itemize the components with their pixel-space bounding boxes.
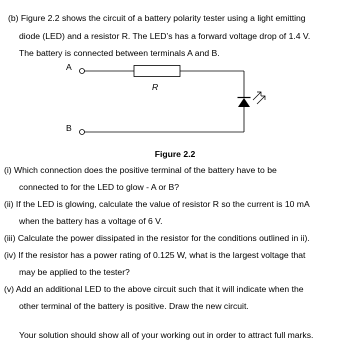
question-iv-line-2: may be applied to the tester? [19,267,130,277]
light-arrow-2 [257,96,265,104]
question-ii-line-1: (ii) If the LED is glowing, calculate the value of resistor R so the current is 10 mA [4,199,310,209]
intro-line-3: The battery is connected between terminals A and B. [19,48,220,58]
intro-line-1: (b) Figure 2.2 shows the circuit of a battery polarity tester using a light emitting [8,13,306,23]
terminal-a-node [80,69,85,74]
question-i-line-1: (i) Which connection does the positive terminal of the battery have to be [4,165,277,175]
circuit-diagram [0,0,350,165]
circuit-figure [0,0,350,165]
terminal-b-label: B [66,123,72,133]
question-v-line-1: (v) Add an additional LED to the above circuit such that it will indicate when the [4,284,304,294]
footer-instruction: Your solution should show all of your working out in order to attract full marks. [19,330,314,340]
terminal-b-node [80,130,85,135]
resistor-label: R [152,82,159,92]
led-diode [238,98,250,107]
question-iii-line-1: (iii) Calculate the power dissipated in the resistor for the conditions outlined in ii). [4,233,310,243]
question-i-line-2: connected to for the LED to glow - A or B? [19,182,180,192]
figure-caption: Figure 2.2 [154,149,196,159]
terminal-a-label: A [66,62,72,72]
question-iv-line-1: (iv) If the resistor has a power rating of 0.125 W, what is the largest voltage that [4,250,306,260]
question-v-line-2: other terminal of the battery is positive. Draw the new circuit. [19,301,249,311]
light-arrow-1 [253,92,261,100]
question-ii-line-2: when the battery has a voltage of 6 V. [19,216,163,226]
resistor-r [134,66,180,77]
intro-line-2: diode (LED) and a resistor R. The LED’s has a forward voltage drop of 1.4 V. [19,31,311,41]
